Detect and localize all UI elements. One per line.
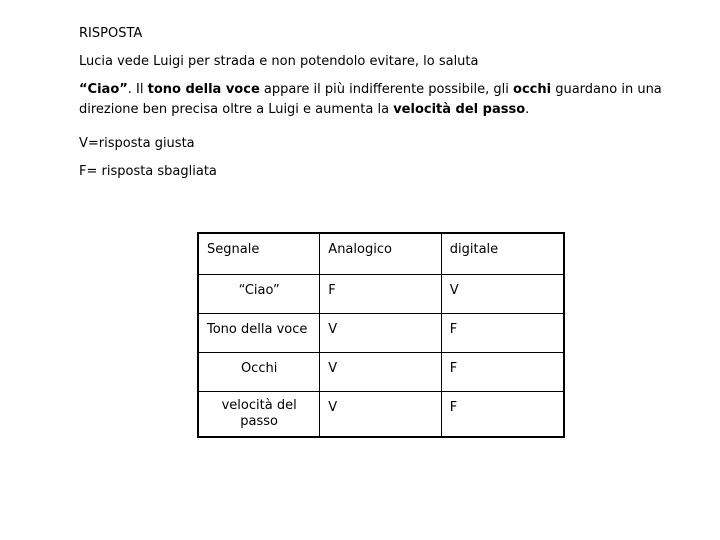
table-cell (198, 353, 320, 392)
story-text: direzione ben precisa oltre a Luigi e aumenta la (79, 102, 394, 117)
table-cell (320, 392, 441, 438)
legend-false: F= risposta sbagliata (79, 164, 217, 179)
analogico-value: V (328, 322, 338, 337)
digitale-value: V (449, 283, 459, 298)
answer-heading: RISPOSTA (79, 26, 143, 41)
digitale-value: F (449, 361, 458, 376)
table-row (198, 314, 564, 353)
table-cell (320, 314, 441, 353)
keyword-occhi: occhi (513, 82, 552, 97)
table-header-cell (320, 233, 441, 275)
story-text: appare il più indifferente possibile, gli (259, 82, 514, 97)
table-cell (320, 353, 441, 392)
digitale-value: F (449, 400, 458, 415)
table-cell (320, 275, 441, 314)
story-line-3 (79, 100, 679, 120)
keyword-velocita: velocità del passo (393, 102, 526, 117)
table-cell (198, 314, 320, 353)
table-header-row (198, 233, 564, 275)
signal-name: Tono della voce (207, 322, 308, 337)
analogico-value: F (328, 283, 336, 298)
table-cell (198, 392, 320, 438)
table-row (198, 392, 564, 438)
table-cell (441, 314, 564, 353)
analogico-value: V (328, 361, 338, 376)
signal-table (197, 232, 565, 438)
table-row (198, 275, 564, 314)
header-analogico: Analogico (328, 242, 392, 257)
analogico-value: V (328, 400, 338, 415)
legend-true: V=risposta giusta (79, 136, 195, 151)
answer-text-block (79, 24, 679, 182)
table-cell (441, 275, 564, 314)
table-header-cell (198, 233, 320, 275)
story-text: . Il (127, 82, 148, 97)
story-text: . (525, 102, 530, 117)
table-cell (441, 392, 564, 438)
story-text: guardano in una (551, 82, 662, 97)
table-row (198, 353, 564, 392)
keyword-tono: tono della voce (147, 82, 260, 97)
header-signal: Segnale (207, 242, 260, 257)
header-digitale: digitale (449, 242, 499, 257)
signal-name: Occhi (240, 361, 278, 376)
story-line-2 (79, 80, 679, 100)
table-cell (198, 275, 320, 314)
signal-name: velocità del passo (221, 398, 297, 429)
digitale-value: F (449, 322, 458, 337)
table-header-cell (441, 233, 564, 275)
keyword-ciao: “Ciao” (79, 82, 128, 97)
story-line-1: Lucia vede Luigi per strada e non potendolo evitare, lo saluta (79, 54, 479, 69)
table-cell (441, 353, 564, 392)
signal-name: “Ciao” (238, 283, 280, 298)
